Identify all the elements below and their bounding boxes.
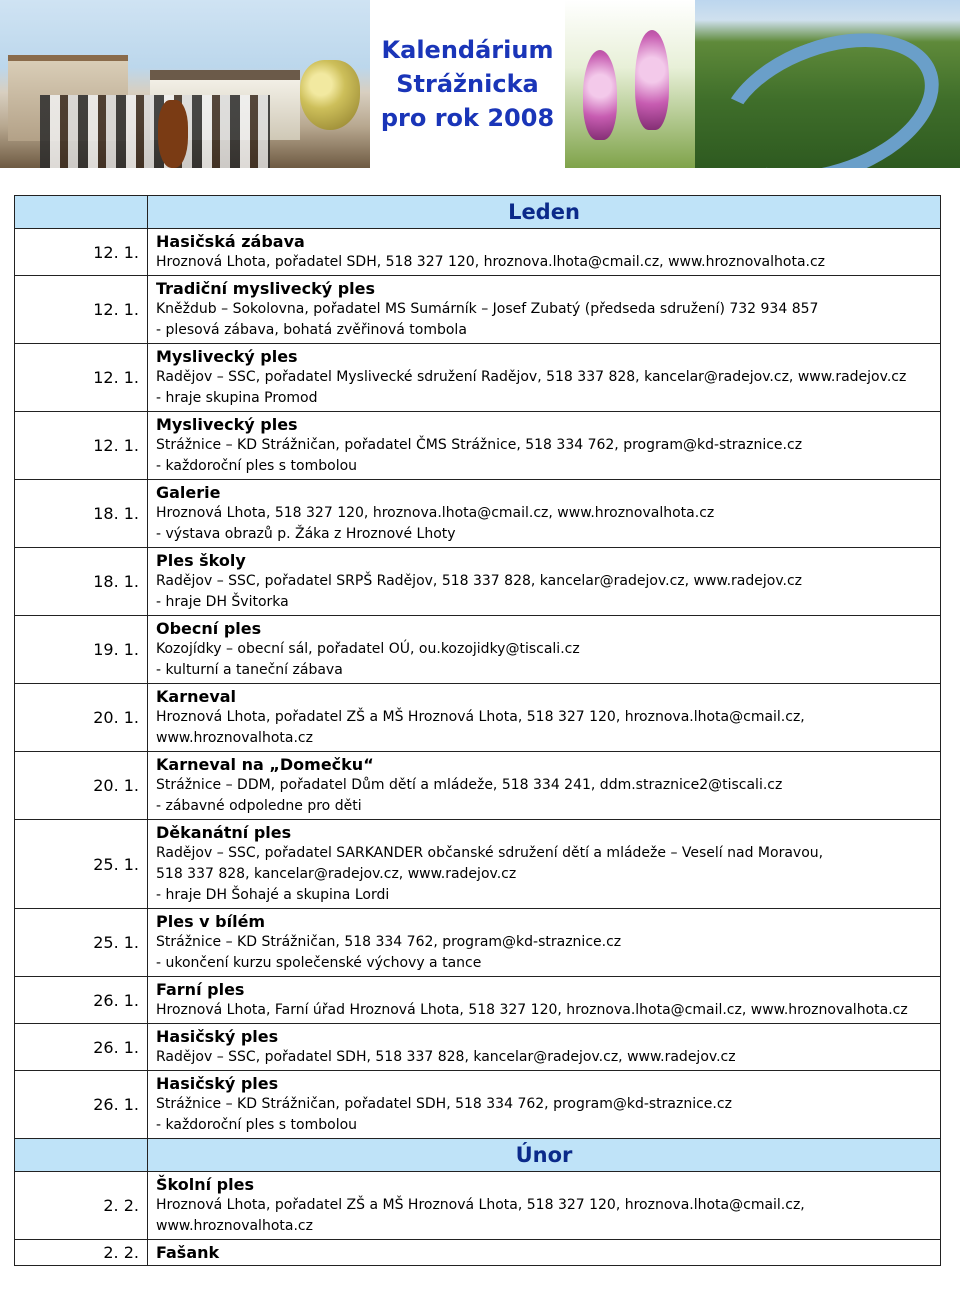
event-title: Ples v bílém [156, 912, 266, 931]
event-date: 25. 1. [15, 820, 148, 909]
event-row [15, 276, 941, 344]
event-detail-line: - výstava obrazů p. Žáka z Hroznové Lhoty [156, 526, 456, 542]
event-cell [148, 1024, 941, 1071]
river-meander-photo [695, 0, 960, 168]
event-detail-line: Radějov – SSC, pořadatel SDH, 518 337 828, kancelar@radejov.cz, www.radejov.cz [156, 1049, 736, 1065]
event-date: 2. 2. [15, 1240, 148, 1266]
event-detail-line: Kněždub – Sokolovna, pořadatel MS Sumárník – Josef Zubatý (předseda sdružení) 732 934 857 [156, 301, 819, 317]
event-title: Obecní ples [156, 619, 262, 638]
photo-musicians [40, 95, 270, 168]
event-detail-line: Strážnice – KD Strážničan, pořadatel SDH, 518 334 762, program@kd-straznice.cz [156, 1096, 732, 1112]
event-detail-line: - hraje DH Švitorka [156, 594, 289, 610]
event-row [15, 909, 941, 977]
event-row [15, 820, 941, 909]
event-detail-line: Kozojídky – obecní sál, pořadatel OÚ, ou.kozojidky@tiscali.cz [156, 641, 580, 657]
page-title-line-3: pro rok 2008 [380, 104, 555, 132]
event-date: 20. 1. [15, 684, 148, 752]
event-title: Děkanátní ples [156, 823, 292, 842]
event-cell [148, 977, 941, 1024]
event-cell [148, 229, 941, 276]
event-title: Hasičský ples [156, 1027, 279, 1046]
event-cell [148, 909, 941, 977]
orchid-photo [565, 0, 695, 168]
grapes-photo [300, 60, 360, 130]
event-detail-line: Radějov – SSC, pořadatel SARKANDER občanské sdružení dětí a mládeže – Veselí nad Moravou, [156, 845, 824, 861]
event-detail-line: - hraje skupina Promod [156, 390, 318, 406]
event-detail-line: Strážnice – KD Strážničan, 518 334 762, program@kd-straznice.cz [156, 934, 622, 950]
event-cell [148, 480, 941, 548]
event-detail-line: Hroznová Lhota, pořadatel ZŠ a MŠ Hroznová Lhota, 518 327 120, hroznova.lhota@cmail.cz, [156, 709, 805, 725]
event-date: 12. 1. [15, 344, 148, 412]
event-row [15, 616, 941, 684]
event-detail-line: www.hroznovalhota.cz [156, 1218, 313, 1234]
event-title: Myslivecký ples [156, 415, 298, 434]
event-title: Galerie [156, 483, 221, 502]
month-header-row [15, 1139, 941, 1172]
event-detail-line: - hraje DH Šohajé a skupina Lordi [156, 887, 390, 903]
event-detail-line: Hroznová Lhota, 518 327 120, hroznova.lhota@cmail.cz, www.hroznovalhota.cz [156, 505, 715, 521]
event-cell [148, 548, 941, 616]
event-title: Karneval [156, 687, 237, 706]
event-date: 12. 1. [15, 276, 148, 344]
event-date: 19. 1. [15, 616, 148, 684]
event-detail-line: Hroznová Lhota, pořadatel SDH, 518 327 120, hroznova.lhota@cmail.cz, www.hroznovalhota.cz [156, 254, 826, 270]
event-cell [148, 1071, 941, 1139]
event-row [15, 684, 941, 752]
event-date: 26. 1. [15, 1071, 148, 1139]
event-date: 12. 1. [15, 229, 148, 276]
title-box [370, 0, 565, 168]
page-title-line-1: Kalendárium [381, 36, 554, 64]
event-cell [148, 752, 941, 820]
event-detail-line: Radějov – SSC, pořadatel Myslivecké sdružení Radějov, 518 337 828, kancelar@radejov.cz, www.radejov.cz [156, 369, 907, 385]
event-date: 18. 1. [15, 480, 148, 548]
event-row [15, 1024, 941, 1071]
month-header-blank [15, 1139, 148, 1172]
event-cell [148, 1172, 941, 1240]
event-title: Karneval na „Domečku“ [156, 755, 374, 774]
event-title: Školní ples [156, 1175, 254, 1194]
event-title: Hasičská zábava [156, 232, 305, 251]
event-row [15, 480, 941, 548]
event-row [15, 752, 941, 820]
event-detail-line: Strážnice – DDM, pořadatel Dům dětí a mládeže, 518 334 241, ddm.straznice2@tiscali.cz [156, 777, 783, 793]
orchid-flower [583, 50, 617, 140]
event-cell [148, 684, 941, 752]
event-row [15, 344, 941, 412]
folklore-photo [0, 0, 370, 168]
event-detail-line: Radějov – SSC, pořadatel SRPŠ Radějov, 518 337 828, kancelar@radejov.cz, www.radejov.cz [156, 573, 803, 589]
event-row [15, 977, 941, 1024]
event-detail-line: - každoroční ples s tombolou [156, 458, 358, 474]
event-date: 20. 1. [15, 752, 148, 820]
event-title: Tradiční myslivecký ples [156, 279, 376, 298]
event-cell [148, 1240, 941, 1266]
event-detail-line: - každoroční ples s tombolou [156, 1117, 358, 1133]
event-cell [148, 616, 941, 684]
event-date: 2. 2. [15, 1172, 148, 1240]
event-title: Hasičský ples [156, 1074, 279, 1093]
page-title-line-2: Strážnicka [396, 70, 539, 98]
event-row [15, 1172, 941, 1240]
event-date: 25. 1. [15, 909, 148, 977]
event-title: Myslivecký ples [156, 347, 298, 366]
event-row [15, 1071, 941, 1139]
calendar-table [14, 195, 941, 1266]
event-detail-line: www.hroznovalhota.cz [156, 730, 313, 746]
event-detail-line: Hroznová Lhota, Farní úřad Hroznová Lhota, 518 327 120, hroznova.lhota@cmail.cz, www.hroznovalhota.cz [156, 1002, 908, 1018]
event-detail-line: - ukončení kurzu společenské výchovy a tance [156, 955, 482, 971]
event-cell [148, 344, 941, 412]
header-banner [0, 0, 960, 168]
month-name: Leden [148, 196, 941, 229]
event-date: 26. 1. [15, 977, 148, 1024]
month-name: Únor [148, 1139, 941, 1172]
event-date: 26. 1. [15, 1024, 148, 1071]
event-detail-line: - plesová zábava, bohatá zvěřinová tombola [156, 322, 467, 338]
orchid-flower [635, 30, 669, 130]
event-cell [148, 412, 941, 480]
event-title: Ples školy [156, 551, 246, 570]
month-header-row [15, 196, 941, 229]
photo-river [698, 5, 959, 168]
event-row [15, 412, 941, 480]
event-detail-line: 518 337 828, kancelar@radejov.cz, www.radejov.cz [156, 866, 517, 882]
event-date: 18. 1. [15, 548, 148, 616]
month-header-blank [15, 196, 148, 229]
event-row [15, 1240, 941, 1266]
event-detail-line: - kulturní a taneční zábava [156, 662, 343, 678]
event-detail-line: - zábavné odpoledne pro děti [156, 798, 362, 814]
event-detail-line: Strážnice – KD Strážničan, pořadatel ČMS Strážnice, 518 334 762, program@kd-straznice.cz [156, 437, 803, 453]
event-detail-line: Hroznová Lhota, pořadatel ZŠ a MŠ Hroznová Lhota, 518 327 120, hroznova.lhota@cmail.cz, [156, 1197, 805, 1213]
event-date: 12. 1. [15, 412, 148, 480]
event-row [15, 548, 941, 616]
event-cell [148, 276, 941, 344]
event-cell [148, 820, 941, 909]
event-title: Farní ples [156, 980, 245, 999]
photo-double-bass [158, 100, 188, 168]
event-row [15, 229, 941, 276]
event-title: Fašank [156, 1243, 220, 1262]
